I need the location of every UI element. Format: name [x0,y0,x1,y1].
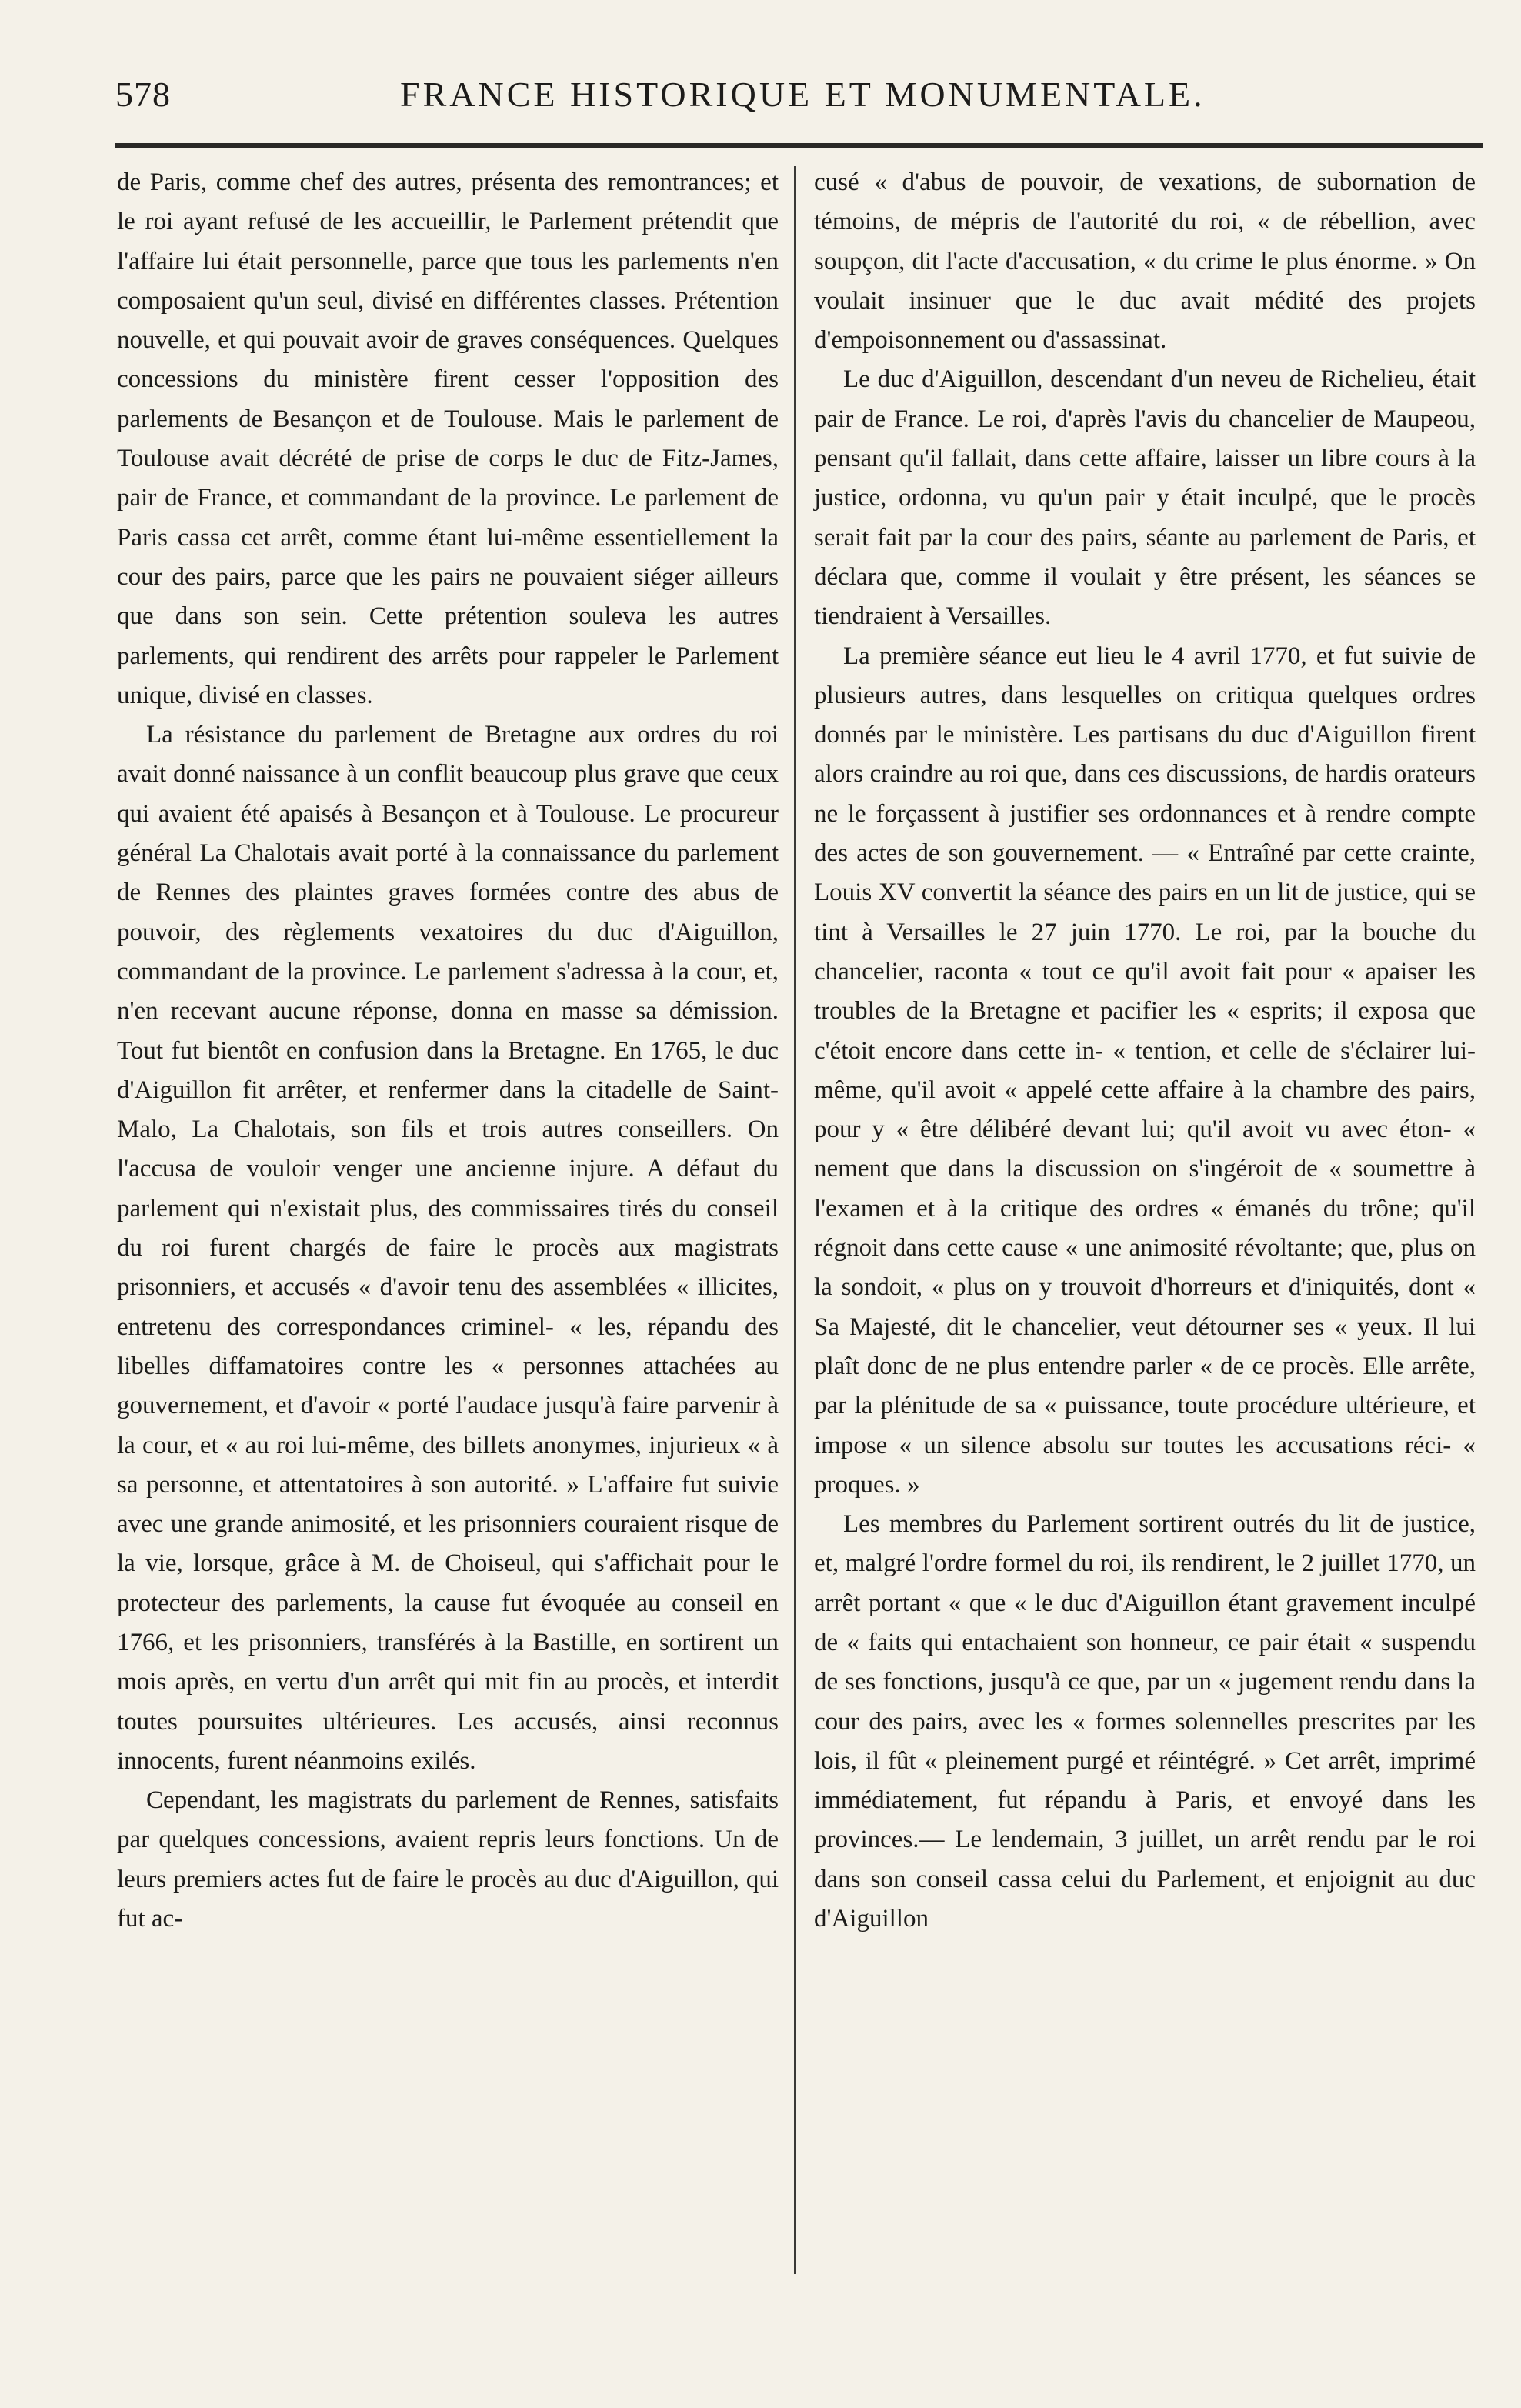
page-number: 578 [115,75,171,114]
running-title: FRANCE HISTORIQUE ET MONUMENTALE. [400,75,1206,114]
paragraph: La première séance eut lieu le 4 avril 1770, et fut suivie de plusieurs autres, dans lesquelles on critiqua quelques ordres donnés par le ministère. Les partisans du duc d'Aiguillon firent alors craindre au roi que, dans ces discussions, de hardis orateurs ne le forçassent à justifier ses ordonnances et à rendre compte des actes de son gouvernement. — « Entraîné par cette crainte, Louis XV convertit la séance des pairs en un lit de justice, qui se tint à Versailles le 27 juin 1770. Le roi, par la bouche du chancelier, raconta « tout ce qu'il avoit fait pour « apaiser les troubles de la Bretagne et pacifier les « esprits; il exposa que c'étoit encore dans cette in- « tention, et celle de s'éclairer lui-même, qu'il avoit « appelé cette affaire à la chambre des pairs, pour y « être délibéré devant lui; qu'il avoit vu avec éton- « nement que dans la discussion on s'ingéroit de « soumettre à l'examen et à la critique des ordres « émanés du trône; qu'il régnoit dans cette cause « une animosité révoltante; que, plus on la sondoit, « plus on y trouvoit d'horreurs et d'iniquités, dont « Sa Majesté, dit le chancelier, veut détourner ses « yeux. Il lui plaît donc de ne plus entendre parler « de ce procès. Elle arrête, par la plénitude de sa « puissance, toute procédure ultérieure, et impose « un silence absolu sur toutes les accusations réci- « proques. » [814,642,1476,1499]
left-column [117,163,779,1939]
paragraph: Les membres du Parlement sortirent outrés du lit de justice, et, malgré l'ordre formel du roi, ils rendirent, le 2 juillet 1770, un arrêt portant « que « le duc d'Aiguillon étant gravement inculpé de « faits qui entachaient son honneur, ce pair était « suspendu de ses fonctions, jusqu'à ce que, par un « jugement rendu dans la cour des pairs, avec les « formes solennelles prescrites par les lois, il fût « pleinement purgé et réintégré. » Cet arrêt, imprimé immédiatement, fut répandu à Paris, et envoyé dans les provinces.— Le lendemain, 3 juillet, un arrêt rendu par le roi dans son conseil cassa celui du Parlement, et enjoignit au duc d'Aiguillon [814,1510,1476,1933]
header-rule [115,143,1483,148]
paragraph: Le duc d'Aiguillon, descendant d'un neveu de Richelieu, était pair de France. Le roi, d'après l'avis du chancelier de Maupeou, pensant qu'il fallait, dans cette affaire, laisser un libre cours à la justice, ordonna, vu qu'un pair y était inculpé, que le procès serait fait par la cour des pairs, séante au parlement de Paris, et déclara que, comme il voulait y être présent, les séances se tiendraient à Versailles. [814,365,1476,631]
paragraph: cusé « d'abus de pouvoir, de vexations, de subornation de témoins, de mépris de l'autorité du roi, « de rébellion, avec soupçon, dit l'acte d'accusation, « du crime le plus énorme. » On voulait insinuer que le duc avait médité des projets d'empoisonnement ou d'assassinat. [814,168,1476,355]
paragraph: Cependant, les magistrats du parlement de Rennes, satisfaits par quelques concessions, avaient repris leurs fonctions. Un de leurs premiers actes fut de faire le procès au duc d'Aiguillon, qui fut ac- [117,1786,779,1933]
right-column [814,163,1476,1939]
paragraph: La résistance du parlement de Bretagne aux ordres du roi avait donné naissance à un conflit beaucoup plus grave que ceux qui avaient été apaisés à Besançon et à Toulouse. Le procureur général La Chalotais avait porté à la connaissance du parlement de Rennes des plaintes graves formées contre des abus de pouvoir, des règlements vexatoires du duc d'Aiguillon, commandant de la province. Le parlement s'adressa à la cour, et, n'en recevant aucune réponse, donna en masse sa démission. Tout fut bientôt en confusion dans la Bretagne. En 1765, le duc d'Aiguillon fit arrêter, et renfermer dans la citadelle de Saint-Malo, La Chalotais, son fils et trois autres conseillers. On l'accusa de vouloir venger une ancienne injure. A défaut du parlement qui n'existait plus, des commissaires tirés du conseil du roi furent chargés de faire le procès aux magistrats prisonniers, et accusés « d'avoir tenu des assemblées « illicites, entretenu des correspondances criminel- « les, répandu des libelles diffamatoires contre les « personnes attachées au gouvernement, et d'avoir « porté l'audace jusqu'à faire parvenir à la cour, et « au roi lui-même, des billets anonymes, injurieux « à sa personne, et attentatoires à son autorité. » L'affaire fut suivie avec une grande animosité, et les prisonniers couraient risque de la vie, lorsque, grâce à M. de Choiseul, qui s'affichait pour le protecteur des parlements, la cause fut évoquée au conseil en 1766, et les prisonniers, transférés à la Bastille, en sortirent un mois après, en vertu d'un arrêt qui mit fin au procès, et interdit toutes poursuites ultérieures. Les accusés, ainsi reconnus innocents, furent néanmoins exilés. [117,721,779,1775]
paragraph: de Paris, comme chef des autres, présenta des remontrances; et le roi ayant refusé de les accueillir, le Parlement prétendit que l'affaire lui était personnelle, parce que tous les parlements n'en composaient qu'un seul, divisé en différentes classes. Prétention nouvelle, et qui pouvait avoir de graves conséquences. Quelques concessions du ministère firent cesser l'opposition des parlements de Besançon et de Toulouse. Mais le parlement de Toulouse avait décrété de prise de corps le duc de Fitz-James, pair de France, et commandant de la province. Le parlement de Paris cassa cet arrêt, comme étant lui-même essentiellement la cour des pairs, parce que les pairs ne pouvaient siéger ailleurs que dans son sein. Cette prétention souleva les autres parlements, qui rendirent des arrêts pour rappeler le Parlement unique, divisé en classes. [117,168,779,709]
page-header [115,74,1469,128]
column-divider [794,166,796,2274]
